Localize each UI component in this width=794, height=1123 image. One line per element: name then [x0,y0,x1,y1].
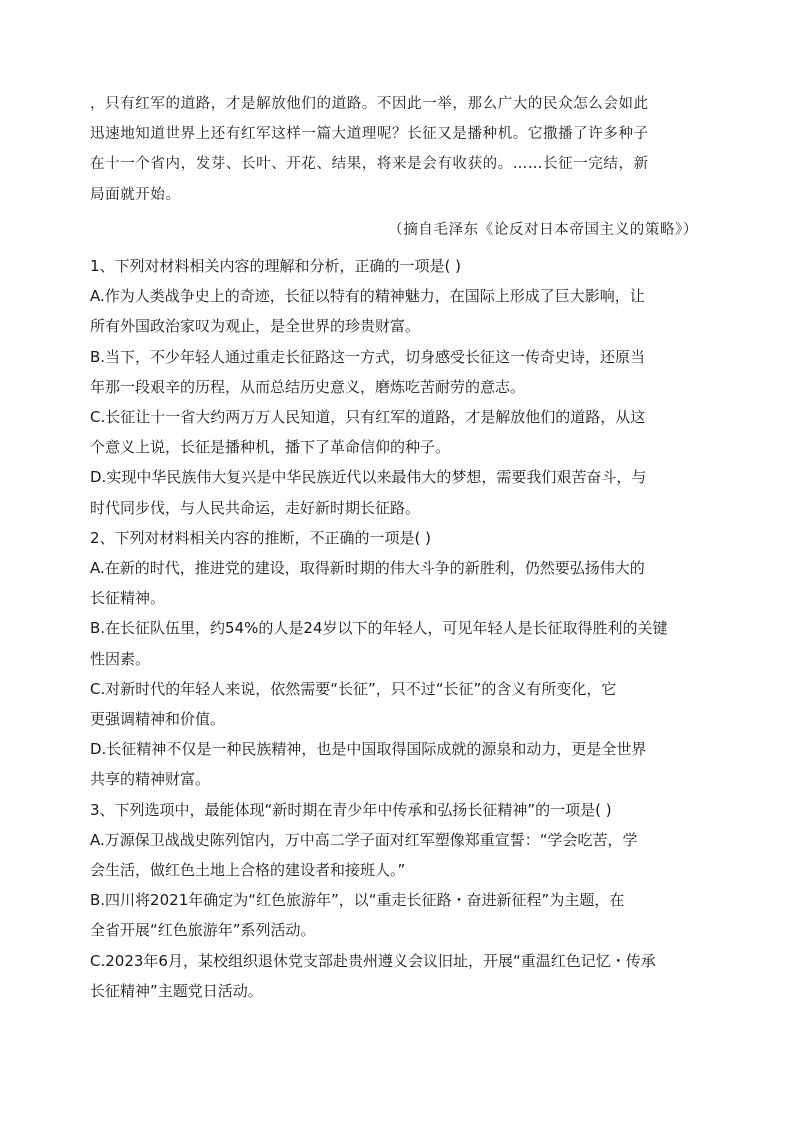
option-d-line-2: 时代同步伐，与人民共命运，走好新时期长征路。 [90,498,421,517]
option-c-line-1: C.对新时代的年轻人来说，依然需要“长征”，只不过“长征”的含义有所变化，它 [90,679,617,698]
option-d-line-2: 共享的精神财富。 [90,770,211,789]
question-stem: 2、下列对材料相关内容的推断，不正确的一项是( ) [90,528,432,547]
excerpt-line: 在十一个省内，发芽、长叶、开花、结果，将来是会有收获的。……长征一完结，新 [90,156,649,173]
option-a-line-2: 长征精神。 [90,589,166,608]
option-b-line-2: 年那一段艰辛的历程，从而总结历史意义，磨炼吃苦耐劳的意志。 [90,377,526,396]
option-a-line-1: A.作为人类战争史上的奇迹，长征以特有的精神魅力，在国际上形成了巨大影响，让 [90,287,645,306]
question-stem: 1、下列对材料相关内容的理解和分析，正确的一项是( ) [90,257,462,275]
excerpt-passage [90,89,710,210]
question-list [90,251,700,1006]
option-d-line-1: D.实现中华民族伟大复兴是中华民族近代以来最伟大的梦想，需要我们艰苦奋斗，与 [90,468,647,487]
option-a-line-2: 所有外国政治家叹为观止，是全世界的珍贵财富。 [90,317,421,336]
excerpt-line: 迅速地知道世界上还有红军这样一篇大道理呢？长征又是播种机。它撒播了许多种子 [90,126,649,143]
option-c-line-2: 个意义上说，长征是播种机，播下了革命信仰的种子。 [90,438,451,457]
option-a-line-1: A.万源保卫战战史陈列馆内，万中高二学子面对红军塑像郑重宣誓：“学会吃苦，学 [90,830,638,849]
excerpt-source: （摘自毛泽东《论反对日本帝国主义的策略》） [388,222,698,238]
option-c-line-2: 长征精神”主题党日活动。 [90,981,263,1000]
option-c-line-2: 更强调精神和价值。 [90,710,226,729]
option-c-line-1: C.2023年6月，某校组织退休党支部赴贵州遵义会议旧址，开展“重温红色记忆・传承 [90,951,656,970]
excerpt-line: 局面就开始。 [90,186,181,203]
option-b-line-2: 全省开展“红色旅游年”系列活动。 [90,921,316,940]
excerpt-line: ，只有红军的道路，才是解放他们的道路。不因此一举，那么广大的民众怎么会如此 [90,96,649,112]
option-b-line-1: B.在长征队伍里，约54%的人是24岁以下的年轻人，可见年轻人是长征取得胜利的关键 [90,619,668,638]
option-c-line-1: C.长征让十一省大约两万万人民知道，只有红军的道路，才是解放他们的道路，从这 [90,408,646,427]
option-b-line-1: B.四川将2021年确定为“红色旅游年”，以“重走长征路・奋进新征程”为主题，在 [90,891,625,910]
question-stem: 3、下列选项中，最能体现“新时期在青少年中传承和弘扬长征精神”的一项是( ) [90,800,612,819]
option-d-line-1: D.长征精神不仅是一种民族精神，也是中国取得国际成就的源泉和动力，更是全世界 [90,740,647,759]
option-a-line-1: A.在新的时代，推进党的建设，取得新时期的伟大斗争的新胜利，仍然要弘扬伟大的 [90,559,645,578]
option-a-line-2: 会生活，做红色土地上合格的建设者和接班人。” [90,861,406,880]
option-b-line-2: 性因素。 [90,649,151,668]
option-b-line-1: B.当下，不少年轻人通过重走长征路这一方式，切身感受长征这一传奇史诗，还原当 [90,347,646,366]
